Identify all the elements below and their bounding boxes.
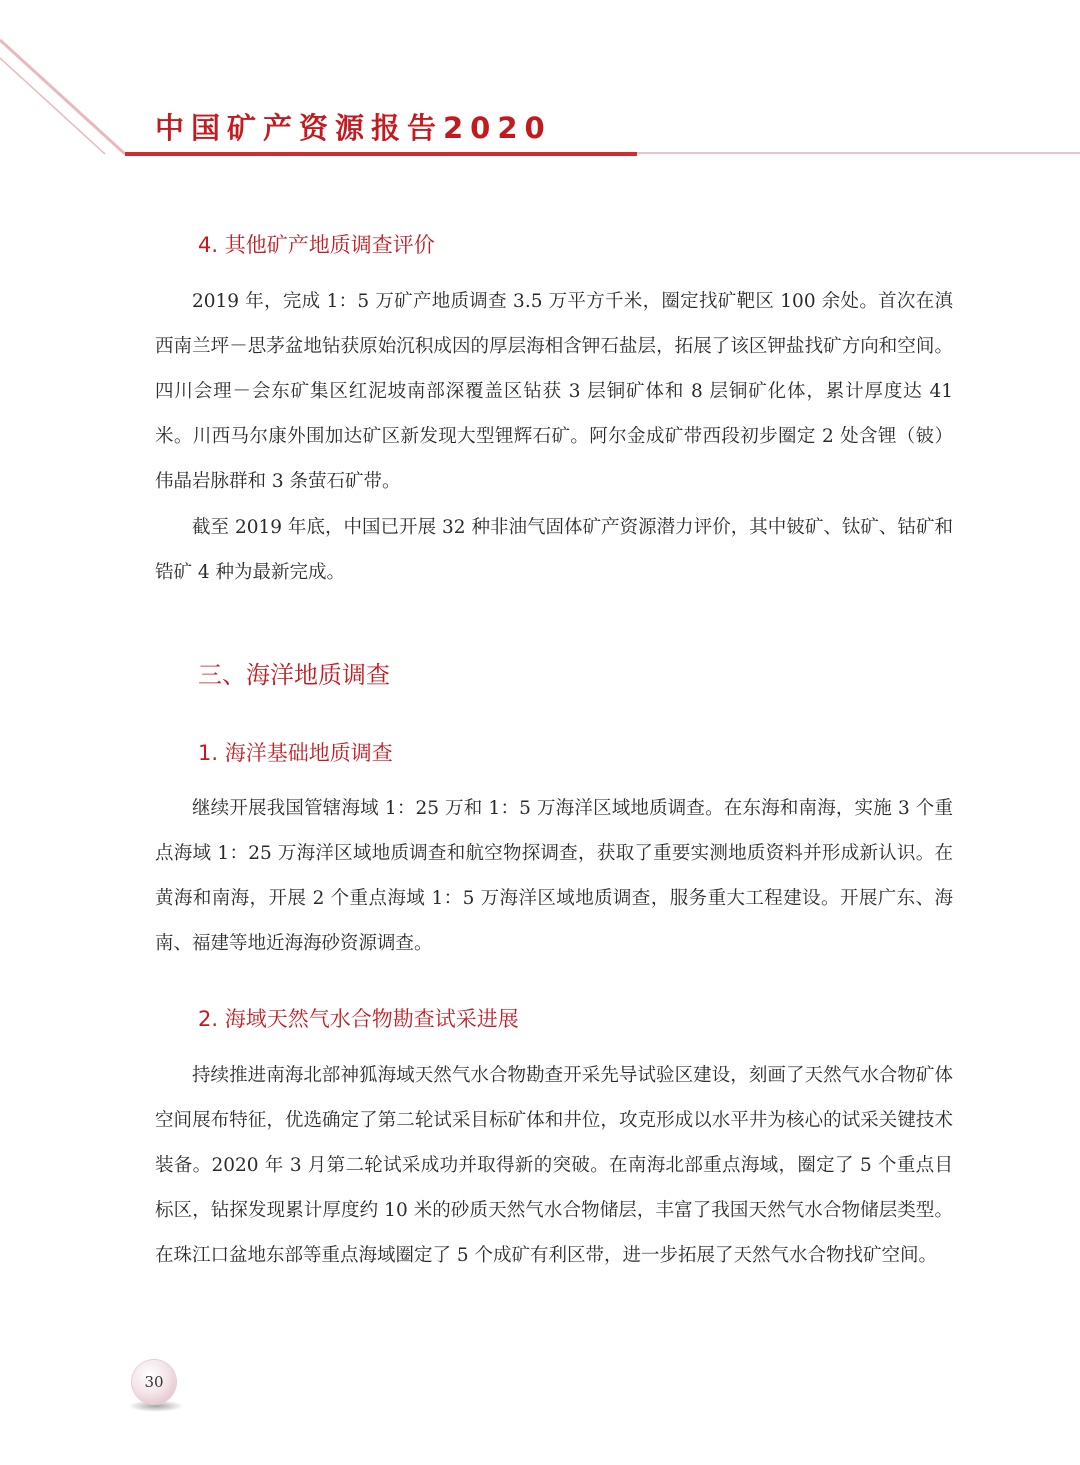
paragraph-other-minerals-2: 截至 2019 年底，中国已开展 32 种非油气固体矿产资源潜力评价，其中铍矿、钛矿、钴矿和锆矿 4 种为最新完成。 (155, 517, 953, 583)
paragraph-gas-hydrate: 持续推进南海北部神狐海域天然气水合物勘查开采先导试验区建设，刻画了天然气水合物矿体空间展布特征，优选确定了第二轮试采目标矿体和井位，攻克形成以水平井为核心的试采关键技术装备。2020 年 3 月第二轮试采成功并取得新的突破。在南海北部重点海域，圈定了 5 个重点目标区，钻探发现累计厚度约 10 米的砂质天然气水合物储层，丰富了我国天然气水合物储层类型。在珠江口盆地东部等重点海域圈定了 5 个成矿有利区带，进一步拓展了天然气水合物找矿空间。 (155, 1065, 953, 1266)
paragraph-other-minerals-1: 2019 年，完成 1：5 万矿产地质调查 3.5 万平方千米，圈定找矿靶区 100 余处。首次在滇西南兰坪－思茅盆地钻获原始沉积成因的厚层海相含钾石盐层，拓展了该区钾盐找矿方向和空间。四川会理－会东矿集区红泥坡南部深覆盖区钻获 3 层铜矿体和 8 层铜矿化体，累计厚度达 41 米。川西马尔康外围加达矿区新发现大型锂辉石矿。阿尔金成矿带西段初步圈定 2 处含锂（铍）伟晶岩脉群和 3 条萤石矿带。 (155, 291, 953, 492)
header-diagonal-line-inner (0, 58, 105, 154)
chapter-heading-marine-geology: 三、海洋地质调查 (198, 661, 390, 689)
page-number-badge (132, 1360, 176, 1404)
paragraph-marine-basic: 继续开展我国管辖海域 1：25 万和 1：5 万海洋区域地质调查。在东海和南海，实施 3 个重点海域 1：25 万海洋区域地质调查和航空物探调查，获取了重要实测地质资料并形成新认识。在黄海和南海，开展 2 个重点海域 1：5 万海洋区域地质调查，服务重大工程建设。开展广东、海南、福建等地近海海砂资源调查。 (155, 798, 953, 954)
section-heading-other-minerals: 4. 其他矿产地质调查评价 (198, 233, 435, 257)
header-decoration (0, 0, 1080, 190)
report-title: 中国矿产资源报告2020 (155, 111, 552, 145)
header-diagonal-line-outer (0, 40, 125, 154)
section-heading-marine-basic: 1. 海洋基础地质调查 (198, 741, 393, 765)
section-heading-gas-hydrate: 2. 海域天然气水合物勘查试采进展 (198, 1007, 519, 1031)
page-number: 30 (144, 1373, 164, 1391)
header-red-bar (125, 152, 637, 156)
